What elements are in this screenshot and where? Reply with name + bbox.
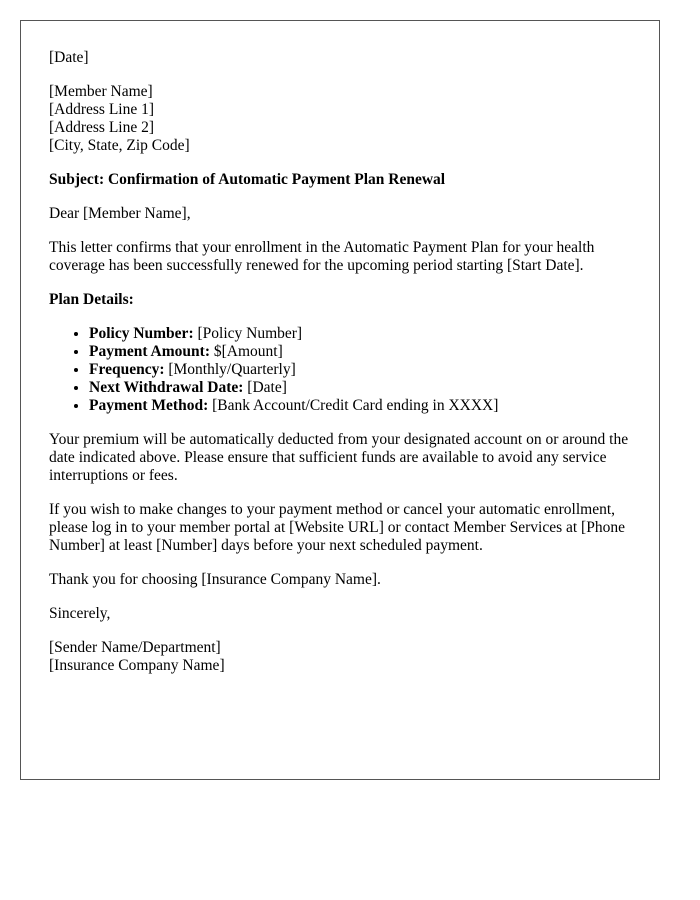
plan-detail-next-withdrawal-date [89,379,631,397]
recipient-address [49,83,631,155]
plan-detail-value: [Monthly/Quarterly] [164,361,296,378]
recipient-address-line-2: [Address Line 2] [49,119,155,136]
recipient-name: [Member Name] [49,83,153,100]
signature-sender: [Sender Name/Department] [49,639,221,656]
letter-salutation: Dear [Member Name], [49,205,191,222]
plan-detail-value: [Policy Number] [193,325,303,342]
letter-page [20,20,660,780]
plan-detail-label: Payment Amount: [89,343,210,360]
signature-block [49,639,631,675]
thank-you-line: Thank you for choosing [Insurance Company Name]. [49,571,381,588]
plan-details-list [49,325,631,415]
plan-detail-label: Frequency: [89,361,165,378]
letter-closing: Sincerely, [49,605,111,622]
plan-detail-policy-number [89,325,631,343]
signature-company: [Insurance Company Name] [49,657,225,674]
plan-detail-payment-method [89,397,631,415]
letter-date: [Date] [49,49,89,66]
recipient-city-state-zip: [City, State, Zip Code] [49,137,190,154]
plan-detail-frequency [89,361,631,379]
premium-paragraph: Your premium will be automatically deducted from your designated account on or around the date indicated above. Please ensure that sufficient funds are available to avoid any service interruptions or fees. [49,431,629,484]
plan-detail-label: Payment Method: [89,397,209,414]
plan-detail-value: [Date] [243,379,287,396]
changes-paragraph: If you wish to make changes to your payment method or cancel your automatic enrollment, please log in to your member portal at [Website URL] or contact Member Services at [Phone Number] at least [Number] days before your next scheduled payment. [49,501,625,554]
plan-detail-label: Policy Number: [89,325,194,342]
letter-subject: Subject: Confirmation of Automatic Payment Plan Renewal [49,171,446,188]
plan-detail-value: $[Amount] [209,343,283,360]
plan-detail-payment-amount [89,343,631,361]
recipient-address-line-1: [Address Line 1] [49,101,155,118]
plan-detail-value: [Bank Account/Credit Card ending in XXXX] [208,397,499,414]
plan-details-heading: Plan Details: [49,291,134,308]
plan-detail-label: Next Withdrawal Date: [89,379,244,396]
intro-paragraph: This letter confirms that your enrollment in the Automatic Payment Plan for your health coverage has been successfully renewed for the upcoming period starting [Start Date]. [49,239,595,274]
